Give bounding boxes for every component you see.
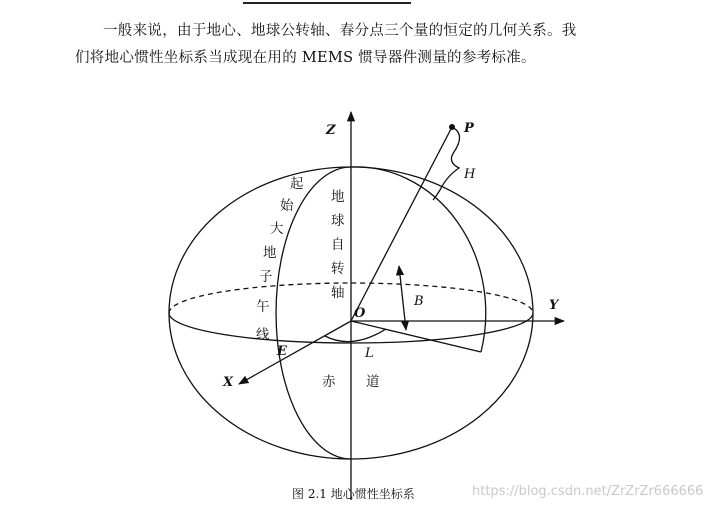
- label-x: X: [223, 375, 234, 390]
- meridian-char-7: 线: [256, 327, 270, 343]
- meridian-char-2: 始: [280, 198, 294, 214]
- equator-char-1: 赤: [322, 374, 336, 390]
- paragraph-line-2: 们将地心惯性坐标系当成现在用的 MEMS 惯导器件测量的参考标准。: [75, 50, 536, 66]
- label-y: Y: [549, 298, 559, 313]
- point-p: [449, 124, 455, 130]
- axis-char-5: 轴: [331, 285, 345, 301]
- axis-char-2: 球: [331, 213, 345, 229]
- axis-char-1: 地: [331, 189, 345, 205]
- figure-caption: 图 2.1 地心惯性坐标系: [292, 487, 415, 501]
- p-meridian: [351, 167, 486, 352]
- label-b: B: [414, 294, 424, 309]
- label-e: E: [277, 344, 287, 359]
- label-h: H: [464, 167, 476, 182]
- label-l: L: [365, 346, 374, 361]
- meridian-char-3: 大: [270, 221, 284, 237]
- meridian-char-6: 午: [256, 299, 270, 315]
- equator-char-2: 道: [366, 374, 380, 390]
- label-p: P: [464, 121, 474, 136]
- label-o: O: [354, 306, 366, 321]
- meridian-char-1: 起: [290, 176, 304, 192]
- axis-char-4: 转: [331, 261, 345, 277]
- paragraph-line-1: 一般来说，由于地心、地球公转轴、春分点三个量的恒定的几何关系。我: [103, 23, 577, 39]
- meridian-char-5: 子: [259, 269, 273, 285]
- meridian-char-4: 地: [263, 245, 277, 261]
- watermark: https://blog.csdn.net/ZrZrZr666666: [472, 484, 704, 499]
- label-z: Z: [326, 123, 336, 138]
- axis-char-3: 自: [331, 237, 345, 253]
